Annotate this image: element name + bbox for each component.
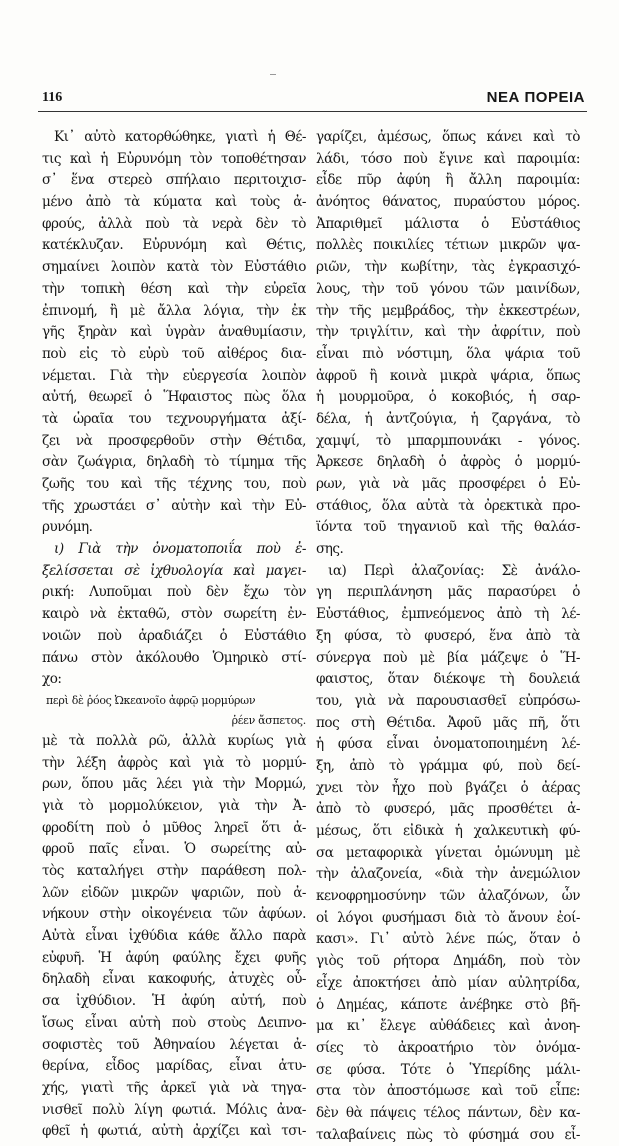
text-line: νέμεται. Γιὰ τὴν εὐεργεσία λοιπὸν — [42, 367, 306, 384]
text-line: πολλὲς ποικιλίες τέτιων μικρῶν ψα- — [316, 237, 580, 254]
text-line: ι) Γιὰ τὴν ὀνοματοποιΐα ποὺ ἐ- — [54, 541, 306, 558]
text-line: φαιστος, ὅταν διέκοψε τὴ δουλειά — [316, 671, 580, 688]
text-line: πάνω στὸν ἀκόλουθο Ὁμηρικὸ στί- — [42, 649, 306, 666]
text-line: σύνεργα ποὺ μὲ βία μάζεψε ὁ Ἥ- — [316, 649, 580, 666]
text-line: ἐπινομή, ἢ μὲ ἄλλα λόγια, τὴν ἐκ — [42, 302, 306, 319]
text-line: σης. — [316, 541, 344, 558]
text-line: χνει τὸν ἦχο ποὺ βγάζει ὁ ἀέρας — [316, 779, 580, 796]
text-line: ρων, ὅπου μᾶς λέει γιὰ τὴν Μορμώ, — [42, 776, 306, 793]
text-line: εἶχε ἀποκτήσει ἀπὸ μίαν αὐλητρίδα, — [316, 974, 580, 991]
text-line: τις καὶ ἡ Εὐρυνόμη τὸν τοποθέτησαν — [42, 150, 306, 167]
text-line: χαμψί, τὸ μπαρμπουνάκι - γόνος. — [316, 432, 580, 449]
text-line: ξη, ἀπὸ τὸ γράμμα φύ, ποὺ δεί- — [316, 757, 580, 774]
text-line: κασι». Γι᾽ αὐτὸ λένε πώς, ὅταν ὁ — [316, 931, 580, 948]
text-line: μένο ἀπὸ τὰ κύματα καὶ τοὺς ἀ- — [42, 194, 306, 211]
text-line: ἀφροῦ ἢ κοινὰ μικρὰ ψάρια, ὅπως — [316, 367, 580, 384]
text-line: ξελίσσεται σὲ ἰχθυολογία καὶ μαγει- — [42, 562, 306, 579]
text-line: τὴν τριγλίτιν, καὶ τὴν ἀφρίτιν, ποὺ — [316, 324, 580, 341]
text-line: εἶναι πιὸ νόστιμη, ὅλα ψάρια τοῦ — [316, 345, 580, 362]
text-line: χο: — [42, 671, 62, 688]
text-line: μέσως, ὅτι εἰδικὰ ἡ χαλκευτικὴ φύ- — [316, 823, 580, 839]
text-line: φροῦ παῖς εἶναι. Ὁ σωρείτης αὐ- — [42, 841, 306, 858]
text-line: ρων, γιὰ νὰ μᾶς προσφέρει ὁ Εὐ- — [316, 476, 580, 492]
text-line: εἶδε πῦρ ἀφύη ἢ ἄλλη παροιμία: — [316, 172, 580, 189]
text-line: θερίνα, εἶδος μαρίδας, εἶναι ἀτυ- — [42, 1058, 306, 1075]
text-line: νήκουν στὴν οἰκογένεια τῶν ἀφύων. — [42, 906, 306, 923]
text-line: τὸς καταλήγει στὴν παράθεση πολ- — [42, 863, 306, 879]
text-line: τὴν τοπικὴ θέση καὶ τὴν εὐρεῖα — [42, 280, 306, 297]
text-line: ριῶν, τὴν κωβίτην, τὰς ἐγκρασιχό- — [316, 259, 580, 276]
text-line: ποὺ εἰς τὸ εὐρὺ τοῦ αἰθέρος δια- — [42, 345, 306, 362]
text-line: δὲν θὰ πάψεις τέλος πάντων, δὲν κα- — [316, 1104, 580, 1121]
text-line: σημαίνει λοιπὸν κατὰ τὸν Εὐστάθιο — [42, 259, 306, 276]
page-number: 116 — [42, 90, 63, 105]
text-line: Κι᾽ αὐτὸ κατορθώθηκε, γιατὶ ἡ Θέ- — [54, 129, 306, 145]
text-line: γαρίζει, ἀμέσως, ὅπως κάνει καὶ τὸ — [316, 129, 580, 145]
text-line: ια) Περὶ ἀλαζονίας: Σὲ ἀνάλο- — [328, 562, 580, 579]
text-line: κενοφρημοσύνην τῶν ἀλαζόνων, ὧν — [316, 888, 580, 905]
text-line: κατέκλυζαν. Εὐρυνόμη καὶ Θέτις, — [42, 237, 306, 254]
text-line: ὁ Δημέας, κάποτε ἀνέβηκε στὸ βῆ- — [316, 996, 580, 1013]
text-line: ῥέεν ἄσπετος. — [231, 713, 306, 727]
right-column — [316, 127, 580, 1146]
text-line: δηλαδὴ εἶναι κακοφυής, ἀτυχὲς οὖ- — [42, 971, 306, 988]
text-line: λῶν εἰδῶν μικρῶν ψαριῶν, ποὺ ἀ- — [42, 884, 306, 901]
text-line: ρυνόμη. — [42, 519, 93, 536]
text-line: λους, τὴν τοῦ γόνου τῶν μαινίδων, — [316, 280, 580, 297]
running-head: ΝΕΑ ΠΟΡΕΙΑ — [486, 89, 585, 106]
text-line: οἱ λόγοι φυσήμασι διὰ τὸ ἄνουν ἐοί- — [316, 909, 580, 926]
text-line: Ἀρκεσε δηλαδὴ ὁ ἀφρὸς ὁ μορμύ- — [316, 454, 580, 471]
text-line: χής, γιατὶ τῆς ἀρκεῖ γιὰ νὰ τηγα- — [42, 1079, 306, 1096]
text-line: ρική: Λυποῦμαι ποὺ δὲν ἔχω τὸν — [42, 584, 306, 601]
text-line: ἴσως εἶναι αὐτὴ ποὺ στοὺς Δειπνο- — [42, 1014, 306, 1031]
text-line: σὰν ζωάγρια, δηλαδὴ τὸ τίμημα τῆς — [42, 454, 306, 471]
text-line: ἡ φύσα εἶναι ὀνοματοποιημένη λέ- — [316, 736, 580, 753]
header-rule — [38, 111, 587, 112]
text-line: σοφιστὲς τοῦ Ἀθηναίου λέγεται ἀ- — [42, 1036, 306, 1053]
text-line: σα ἰχθύδιον. Ἡ ἀφύη αὐτή, ποὺ — [42, 993, 306, 1010]
text-line: ταλαβαίνεις πὼς τὸ φύσημά σου εἶ- — [316, 1126, 580, 1143]
text-line: σίες τὸ ἀκροατήριο τὸν ὀνόμα- — [316, 1039, 580, 1056]
text-line: σε φύσα. Τότε ὁ Ὑπερίδης μάλι- — [316, 1061, 580, 1078]
text-line: στάθιος, ὅλα αὐτὰ τὰ ὀρεκτικὰ προ- — [316, 497, 580, 514]
text-line: τὴν λέξη ἀφρὸς καὶ γιὰ τὸ μορμύ- — [42, 754, 306, 771]
text-line: λάδι, τόσο ποὺ ἔγινε καὶ παροιμία: — [316, 150, 580, 167]
text-line: φροδίτη ποὺ ὁ μῦθος ληρεῖ ὅτι ἀ- — [42, 819, 306, 836]
text-line: ἀπὸ τὸ φυσερό, μᾶς προσθέτει ἀ- — [316, 801, 580, 818]
text-line: φρούς, ἀλλὰ ποὺ τὰ νερὰ δὲν τὸ — [42, 215, 306, 232]
text-line: ζει νὰ προσφερθοῦν στὴν Θέτιδα, — [42, 432, 306, 449]
text-line: καιρὸ νὰ ἐκταθῶ, στὸν σωρείτη ἐν- — [42, 606, 306, 623]
text-line: τὴν τῆς μεμβράδος, τὴν ἐκκεστρέων, — [316, 302, 580, 319]
text-line: Εὐστάθιος, ἐμπνεόμενος ἀπὸ τὴ λέ- — [316, 606, 580, 623]
text-line: νισθεῖ πολὺ λίγη φωτιά. Μόλις ἀνα- — [42, 1101, 306, 1118]
text-line: ϊόντα τοῦ τηγανιοῦ καὶ τῆς θαλάσ- — [316, 519, 580, 536]
left-column — [42, 127, 306, 1143]
text-line: γῆς ξηρὰν καὶ ὑγρὰν ἀναθυμίασιν, — [42, 324, 306, 341]
text-line: του, γιὰ νὰ παρουσιασθεῖ εὐπρόσω- — [316, 692, 580, 709]
text-line: νοιῶν ποὺ ἀραδιάζει ὁ Εὐστάθιο — [42, 627, 306, 644]
text-line: γιὸς τοῦ ρήτορα Δημάδη, ποὺ τὸν — [316, 953, 580, 970]
text-line: ζωῆς του καὶ τῆς τέχνης του, ποὺ — [42, 476, 306, 492]
text-line: μὲ τὰ πολλὰ ρῶ, ἀλλὰ κυρίως γιὰ — [42, 732, 306, 749]
text-line: αὐτή, θεωρεῖ ὁ Ἥφαιστος πὼς ὅλα — [42, 389, 306, 406]
text-line: μα κι᾽ ἔλεγε αὐθάδειες καὶ ἀνοη- — [316, 1018, 580, 1035]
text-line: γιὰ τὸ μορμολύκειον, γιὰ τὴν Ἀ- — [42, 797, 306, 814]
print-mark — [270, 74, 276, 75]
text-line: εὐφυῆ. Ἡ ἀφύη φαύλης ἔχει φυῆς — [42, 949, 306, 966]
text-line: πος στὴ Θέτιδα. Ἀφοῦ μᾶς πῆ, ὅτι — [316, 714, 580, 731]
text-line: τὰ ὡραῖα του τεχνουργήματα ἀξί- — [42, 410, 306, 427]
text-line: ἡ μουρμοῦρα, ὁ κοκοβιός, ἡ σαρ- — [316, 389, 580, 406]
text-line: δέλα, ἡ ἀντζούγια, ἡ ζαργάνα, τὸ — [316, 410, 580, 427]
text-line: τῆς χρωστάει σ᾽ αὐτὴν καὶ τὴν Εὐ- — [42, 497, 306, 514]
text-line: γη περιπλάνηση μᾶς παρασύρει ὁ — [316, 584, 580, 601]
text-line: Ἀπαριθμεῖ μάλιστα ὁ Εὐστάθιος — [316, 215, 580, 232]
text-line: ξη φύσα, τὸ φυσερό, ἕνα ἀπὸ τὰ — [316, 627, 580, 644]
text-line: τὴν ἀλαζονεία, «διὰ τὴν ἀνεμώλιον — [316, 866, 580, 883]
text-line: σ᾽ ἕνα στερεὸ σπήλαιο περιτοιχισ- — [42, 172, 306, 189]
text-line: περὶ δὲ ῥόος Ὠκεανοῖο ἀφρῷ μορμύρων — [46, 693, 256, 707]
text-line: στα τὸν ἀποστόμωσε καὶ τοῦ εἶπε: — [316, 1083, 580, 1100]
text-line: φθεῖ ἡ φωτιά, αὐτὴ ἀρχίζει καὶ τσι- — [42, 1123, 306, 1140]
text-line: Αὐτὰ εἶναι ἰχθύδια κάθε ἄλλο παρὰ — [42, 928, 306, 945]
text-line: σα μεταφορικὰ γίνεται ὁμώνυμη μὲ — [316, 844, 580, 861]
text-line: ἀνόητος θάνατος, πυραύστου μόρος. — [316, 194, 580, 211]
